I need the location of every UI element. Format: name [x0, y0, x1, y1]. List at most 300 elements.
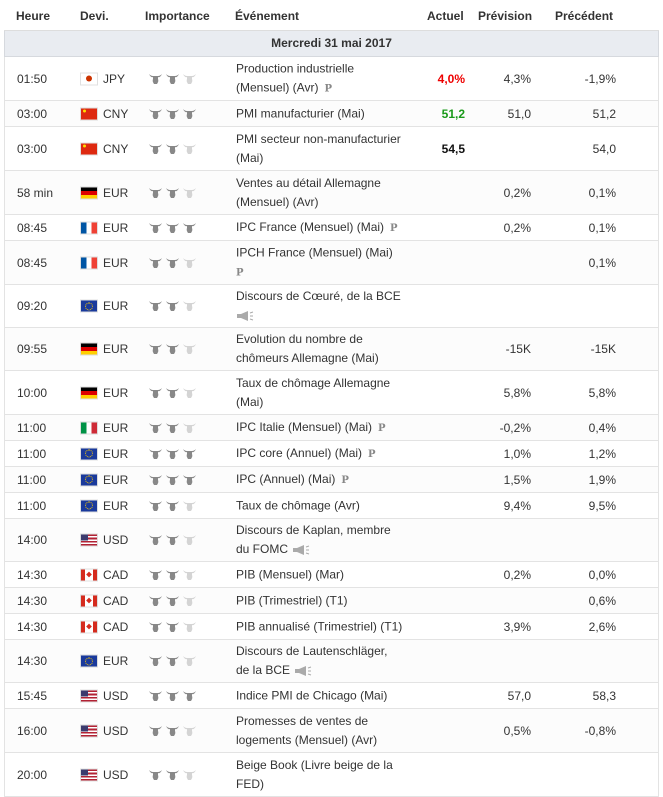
flag-fr-icon: [81, 222, 97, 233]
bull-icon: [148, 257, 163, 269]
header-importance[interactable]: Importance: [145, 9, 210, 23]
event-name-text[interactable]: PIB annualisé (Trimestriel) (T1): [236, 619, 403, 633]
preliminary-icon[interactable]: P: [236, 267, 244, 278]
importance-bulls: [148, 474, 197, 486]
previous-value: 0,1%: [588, 220, 616, 235]
event-time: 14:00: [17, 533, 48, 547]
bull-icon: [148, 595, 163, 607]
forecast-value: 4,3%: [503, 71, 531, 86]
bull-icon: [165, 569, 180, 581]
event-name-line[interactable]: [236, 642, 416, 661]
event-name-text[interactable]: PMI secteur non-manufacturier: [236, 131, 401, 146]
previous-value: 5,8%: [588, 385, 616, 400]
importance-bulls: [148, 595, 197, 607]
bull-icon: [182, 187, 197, 199]
event-name-text[interactable]: IPCH France (Mensuel) (Mai): [236, 245, 393, 259]
bull-icon: [182, 387, 197, 399]
bull-icon: [182, 448, 197, 460]
event-time: 03:00: [17, 141, 48, 156]
previous-value: 0,4%: [588, 420, 616, 435]
importance-bulls: [148, 534, 197, 546]
event-name-line[interactable]: [236, 617, 416, 636]
event-currency: USD: [103, 723, 129, 738]
bull-icon: [148, 343, 163, 355]
event-name-text[interactable]: Beige Book (Livre beige de la: [236, 757, 393, 772]
event-name-line[interactable]: [236, 59, 416, 78]
event-name-text[interactable]: IPC Italie (Mensuel) (Mai): [236, 419, 373, 434]
event-name-text[interactable]: Evolution du nombre de: [236, 332, 363, 346]
event-name-text[interactable]: Taux de chômage (Avr): [236, 498, 360, 512]
bull-icon: [182, 222, 197, 234]
bull-icon: [182, 343, 197, 355]
event-name-line[interactable]: [236, 496, 416, 515]
bull-icon: [148, 187, 163, 199]
bull-icon: [148, 387, 163, 399]
flag-it-icon: [81, 422, 97, 433]
flag-us-icon: [81, 535, 97, 546]
flag-eu-icon: [81, 301, 97, 312]
preliminary-icon[interactable]: P: [378, 422, 386, 434]
bull-icon: [182, 725, 197, 737]
event-time: 11:00: [17, 420, 47, 435]
previous-value: 9,5%: [588, 498, 616, 513]
importance-bulls: [148, 108, 197, 120]
event-currency: EUR: [103, 420, 129, 435]
bull-icon: [165, 500, 180, 512]
event-name-line[interactable]: [236, 521, 416, 540]
bull-icon: [148, 769, 163, 781]
event-currency: EUR: [103, 472, 129, 487]
flag-de-icon: [81, 187, 97, 198]
bull-icon: [148, 725, 163, 737]
flag-cn-icon: [81, 108, 97, 119]
event-name-line[interactable]: [236, 661, 416, 680]
previous-value: 0,1%: [588, 185, 616, 200]
speech-icon[interactable]: [290, 663, 312, 677]
bull-icon: [182, 300, 197, 312]
importance-bulls: [148, 569, 197, 581]
importance-bulls: [148, 725, 197, 737]
bull-icon: [148, 73, 163, 85]
bull-icon: [182, 257, 197, 269]
event-name-line[interactable]: [236, 712, 416, 731]
bull-icon: [182, 769, 197, 781]
header-time[interactable]: Heure: [16, 9, 51, 23]
importance-bulls: [148, 769, 197, 781]
event-time: 15:45: [17, 688, 48, 703]
event-name-line[interactable]: [236, 349, 416, 368]
bull-icon: [182, 595, 197, 607]
event-currency: CAD: [103, 619, 129, 634]
importance-bulls: [148, 73, 197, 85]
event-currency: CAD: [103, 593, 129, 608]
bull-icon: [165, 422, 180, 434]
bull-icon: [165, 474, 180, 486]
table-row[interactable]: [4, 588, 659, 614]
bull-icon: [165, 143, 180, 155]
bull-icon: [148, 655, 163, 667]
previous-value: -0,8%: [584, 723, 616, 738]
bull-icon: [182, 73, 197, 85]
event-currency: EUR: [103, 185, 129, 200]
event-name-text[interactable]: IPC core (Annuel) (Mai): [236, 445, 363, 460]
table-row[interactable]: [4, 241, 659, 285]
header-actual[interactable]: Actuel: [427, 9, 464, 23]
event-name[interactable]: [236, 591, 416, 610]
bull-icon: [148, 500, 163, 512]
flag-us-icon: [81, 725, 97, 736]
event-name-line[interactable]: [236, 174, 416, 193]
bull-icon: [165, 187, 180, 199]
event-time: 01:50: [17, 71, 48, 86]
event-time: 58 min: [17, 185, 54, 200]
event-currency: USD: [103, 688, 129, 703]
event-rows: [4, 57, 659, 797]
flag-us-icon: [81, 769, 97, 780]
event-time: 03:00: [17, 106, 48, 121]
event-name-line[interactable]: [236, 591, 416, 610]
table-row[interactable]: [4, 441, 659, 467]
preliminary-icon[interactable]: P: [324, 83, 332, 94]
event-currency: CNY: [103, 141, 129, 156]
importance-bulls: [148, 222, 197, 234]
importance-bulls: [148, 422, 197, 434]
table-row[interactable]: [4, 614, 659, 640]
event-name[interactable]: [236, 521, 416, 559]
event-time: 08:45: [17, 220, 48, 235]
event-name-text[interactable]: (Mensuel) (Avr): [236, 80, 319, 94]
event-name[interactable]: [236, 287, 416, 325]
bull-icon: [182, 474, 197, 486]
event-name-line[interactable]: [236, 243, 416, 262]
bull-icon: [165, 257, 180, 269]
event-name-line[interactable]: [236, 78, 416, 98]
event-name-line[interactable]: [236, 565, 416, 584]
event-currency: EUR: [103, 654, 129, 668]
event-name-line[interactable]: [236, 540, 416, 559]
event-time: 14:30: [17, 567, 48, 582]
event-name-line[interactable]: [236, 287, 416, 306]
speech-icon[interactable]: [288, 542, 310, 556]
event-name-text[interactable]: Production industrielle: [236, 61, 355, 75]
event-name-line[interactable]: [236, 393, 416, 412]
event-name-text[interactable]: PIB (Mensuel) (Mar): [236, 567, 345, 581]
event-currency: EUR: [103, 385, 129, 400]
event-name-text[interactable]: Promesses de ventes de: [236, 713, 369, 728]
event-currency: EUR: [103, 498, 129, 513]
header-forecast[interactable]: Prévision: [478, 9, 533, 23]
flag-ca-icon: [81, 569, 97, 580]
event-name-line[interactable]: [236, 149, 416, 168]
previous-value: 54,0: [592, 141, 616, 156]
date-row: Mercredi 31 mai 2017: [4, 31, 659, 57]
preliminary-icon[interactable]: P: [341, 474, 349, 486]
event-name[interactable]: [236, 374, 416, 412]
event-name-text[interactable]: Ventes au détail Allemagne: [236, 175, 381, 190]
event-name[interactable]: [236, 642, 416, 680]
bull-icon: [148, 474, 163, 486]
event-name-line[interactable]: [236, 418, 416, 438]
economic-calendar: [4, 0, 659, 797]
table-row[interactable]: [4, 127, 659, 171]
previous-value: 1,9%: [588, 472, 616, 487]
event-name[interactable]: [236, 59, 416, 98]
bull-icon: [165, 621, 180, 633]
event-time: 11:00: [17, 446, 47, 461]
table-row[interactable]: [4, 171, 659, 215]
flag-eu-icon: [81, 656, 97, 667]
table-row[interactable]: [4, 101, 659, 127]
event-name-text[interactable]: Discours de Lautenschläger,: [236, 644, 388, 658]
bull-icon: [148, 143, 163, 155]
importance-bulls: [148, 187, 197, 199]
event-currency: USD: [103, 767, 129, 782]
previous-value: 2,6%: [588, 619, 616, 634]
event-name-text[interactable]: FED): [236, 776, 264, 791]
table-header: [4, 0, 659, 31]
event-name-text[interactable]: de la BCE: [236, 663, 291, 677]
table-row[interactable]: [4, 285, 659, 328]
bull-icon: [182, 534, 197, 546]
event-name-text[interactable]: PMI manufacturier (Mai): [236, 106, 365, 120]
event-name[interactable]: [236, 565, 416, 584]
table-row[interactable]: [4, 57, 659, 101]
event-name-line[interactable]: [236, 374, 416, 393]
event-name[interactable]: [236, 712, 416, 750]
flag-eu-icon: [81, 474, 97, 485]
event-name-line[interactable]: [236, 104, 416, 123]
event-currency: EUR: [103, 255, 129, 270]
event-currency: CAD: [103, 567, 129, 582]
forecast-value: -15K: [505, 342, 531, 356]
event-name-text[interactable]: logements (Mensuel) (Avr): [236, 732, 378, 747]
bull-icon: [165, 448, 180, 460]
actual-value: 51,2: [441, 106, 465, 121]
event-name[interactable]: [236, 686, 416, 705]
event-currency: CNY: [103, 106, 129, 121]
event-name-text[interactable]: (Mai): [236, 150, 264, 165]
event-name-text[interactable]: (Mensuel) (Avr): [236, 194, 319, 209]
importance-bulls: [148, 621, 197, 633]
event-name-text[interactable]: Discours de Cœuré, de la BCE: [236, 289, 401, 303]
event-name-line[interactable]: [236, 686, 416, 705]
event-name-text[interactable]: Taux de chômage Allemagne: [236, 375, 391, 390]
bull-icon: [165, 300, 180, 312]
forecast-value: 1,5%: [503, 472, 531, 487]
event-name-line[interactable]: [236, 218, 416, 238]
event-name[interactable]: [236, 444, 416, 464]
actual-value: 54,5: [441, 141, 465, 156]
bull-icon: [148, 569, 163, 581]
bull-icon: [165, 222, 180, 234]
flag-eu-icon: [81, 500, 97, 511]
importance-bulls: [148, 448, 197, 460]
flag-ca-icon: [81, 595, 97, 606]
bull-icon: [165, 108, 180, 120]
table-row[interactable]: [4, 493, 659, 519]
bull-icon: [165, 595, 180, 607]
event-currency: EUR: [103, 342, 129, 356]
table-row[interactable]: [4, 415, 659, 441]
flag-cn-icon: [81, 143, 97, 154]
importance-bulls: [148, 257, 197, 269]
previous-value: 51,2: [592, 106, 616, 121]
event-name-line[interactable]: [236, 193, 416, 212]
event-name-text[interactable]: du FOMC: [236, 542, 289, 556]
bull-icon: [148, 108, 163, 120]
event-time: 10:00: [17, 385, 48, 400]
bull-icon: [182, 655, 197, 667]
table-row[interactable]: [4, 562, 659, 588]
flag-jp-icon: [81, 73, 97, 84]
bull-icon: [148, 222, 163, 234]
event-name-text[interactable]: (Mai): [236, 394, 264, 409]
event-name[interactable]: [236, 617, 416, 636]
forecast-value: 0,5%: [503, 723, 531, 738]
forecast-value: 9,4%: [503, 498, 531, 513]
event-name[interactable]: [236, 104, 416, 123]
forecast-value: 5,8%: [503, 385, 531, 400]
event-name-line[interactable]: [236, 306, 416, 325]
bull-icon: [182, 143, 197, 155]
previous-value: 0,1%: [588, 255, 616, 270]
bull-icon: [165, 534, 180, 546]
forecast-value: 0,2%: [503, 567, 531, 582]
event-time: 20:00: [17, 767, 48, 782]
event-name-line[interactable]: [236, 731, 416, 750]
table-row[interactable]: [4, 371, 659, 415]
event-time: 11:00: [17, 472, 47, 487]
event-name[interactable]: [236, 756, 416, 794]
bull-icon: [182, 108, 197, 120]
event-currency: JPY: [103, 71, 126, 86]
previous-value: 58,3: [592, 688, 616, 703]
event-name[interactable]: [236, 418, 416, 438]
bull-icon: [148, 448, 163, 460]
table-row[interactable]: [4, 467, 659, 493]
table-row[interactable]: [4, 683, 659, 709]
event-name[interactable]: [236, 243, 416, 282]
bull-icon: [148, 534, 163, 546]
event-name-text[interactable]: Indice PMI de Chicago (Mai): [236, 688, 388, 702]
flag-us-icon: [81, 690, 97, 701]
table-row[interactable]: [4, 519, 659, 562]
event-name[interactable]: [236, 218, 416, 238]
event-name[interactable]: [236, 470, 416, 490]
event-time: 08:45: [17, 255, 48, 270]
previous-value: 1,2%: [588, 446, 616, 461]
event-name-line[interactable]: [236, 330, 416, 349]
event-time: 16:00: [17, 723, 48, 738]
bull-icon: [182, 422, 197, 434]
header-currency[interactable]: Devi.: [80, 9, 109, 23]
event-name-line[interactable]: [236, 262, 416, 282]
event-name[interactable]: [236, 496, 416, 515]
event-time: 11:00: [17, 498, 47, 513]
event-time: 14:30: [17, 654, 48, 668]
forecast-value: 57,0: [507, 688, 531, 703]
previous-value: -1,9%: [584, 71, 616, 86]
event-name[interactable]: [236, 330, 416, 368]
bull-icon: [165, 73, 180, 85]
bull-icon: [182, 500, 197, 512]
importance-bulls: [148, 143, 197, 155]
bull-icon: [148, 422, 163, 434]
event-currency: USD: [103, 533, 129, 547]
preliminary-icon[interactable]: P: [390, 222, 398, 234]
event-name-line[interactable]: [236, 130, 416, 149]
bull-icon: [148, 621, 163, 633]
event-name-text[interactable]: IPC France (Mensuel) (Mai): [236, 219, 385, 234]
forecast-value: 0,2%: [503, 220, 531, 235]
event-time: 09:55: [17, 342, 48, 356]
previous-value: 0,6%: [588, 593, 616, 608]
importance-bulls: [148, 343, 197, 355]
forecast-value: 3,9%: [503, 619, 531, 634]
event-time: 09:20: [17, 299, 48, 313]
bull-icon: [182, 621, 197, 633]
flag-de-icon: [81, 387, 97, 398]
header-previous[interactable]: Précédent: [555, 9, 614, 23]
previous-value: 0,0%: [588, 567, 616, 582]
bull-icon: [165, 655, 180, 667]
bull-icon: [165, 690, 180, 702]
event-time: 14:30: [17, 593, 48, 608]
bull-icon: [182, 569, 197, 581]
event-name[interactable]: [236, 174, 416, 212]
importance-bulls: [148, 300, 197, 312]
event-name-text[interactable]: IPC (Annuel) (Mai): [236, 471, 336, 486]
header-event[interactable]: Événement: [235, 9, 300, 23]
bull-icon: [148, 300, 163, 312]
table-row[interactable]: [4, 215, 659, 241]
event-name-text[interactable]: chômeurs Allemagne (Mai): [236, 351, 379, 365]
importance-bulls: [148, 690, 197, 702]
forecast-value: 1,0%: [503, 446, 531, 461]
bull-icon: [148, 690, 163, 702]
event-name-text[interactable]: Discours de Kaplan, membre: [236, 523, 391, 537]
table-row[interactable]: [4, 640, 659, 683]
importance-bulls: [148, 500, 197, 512]
table-row[interactable]: [4, 709, 659, 753]
event-name-line[interactable]: [236, 444, 416, 464]
event-currency: EUR: [103, 446, 129, 461]
table-row[interactable]: [4, 753, 659, 797]
bull-icon: [165, 387, 180, 399]
event-currency: EUR: [103, 220, 129, 235]
actual-value: 4,0%: [437, 71, 465, 86]
event-name-text[interactable]: PIB (Trimestriel) (T1): [236, 593, 348, 607]
forecast-value: 51,0: [507, 106, 531, 121]
table-row[interactable]: [4, 328, 659, 371]
event-name-line[interactable]: [236, 756, 416, 775]
preliminary-icon[interactable]: P: [368, 448, 376, 460]
bull-icon: [165, 343, 180, 355]
importance-bulls: [148, 655, 197, 667]
event-name[interactable]: [236, 130, 416, 168]
forecast-value: 0,2%: [503, 185, 531, 200]
event-currency: EUR: [103, 299, 129, 313]
flag-fr-icon: [81, 257, 97, 268]
flag-eu-icon: [81, 448, 97, 459]
flag-de-icon: [81, 344, 97, 355]
speech-icon[interactable]: [236, 308, 254, 322]
bull-icon: [182, 690, 197, 702]
bull-icon: [165, 725, 180, 737]
importance-bulls: [148, 387, 197, 399]
event-name-line[interactable]: [236, 470, 416, 490]
forecast-value: -0,2%: [499, 420, 531, 435]
